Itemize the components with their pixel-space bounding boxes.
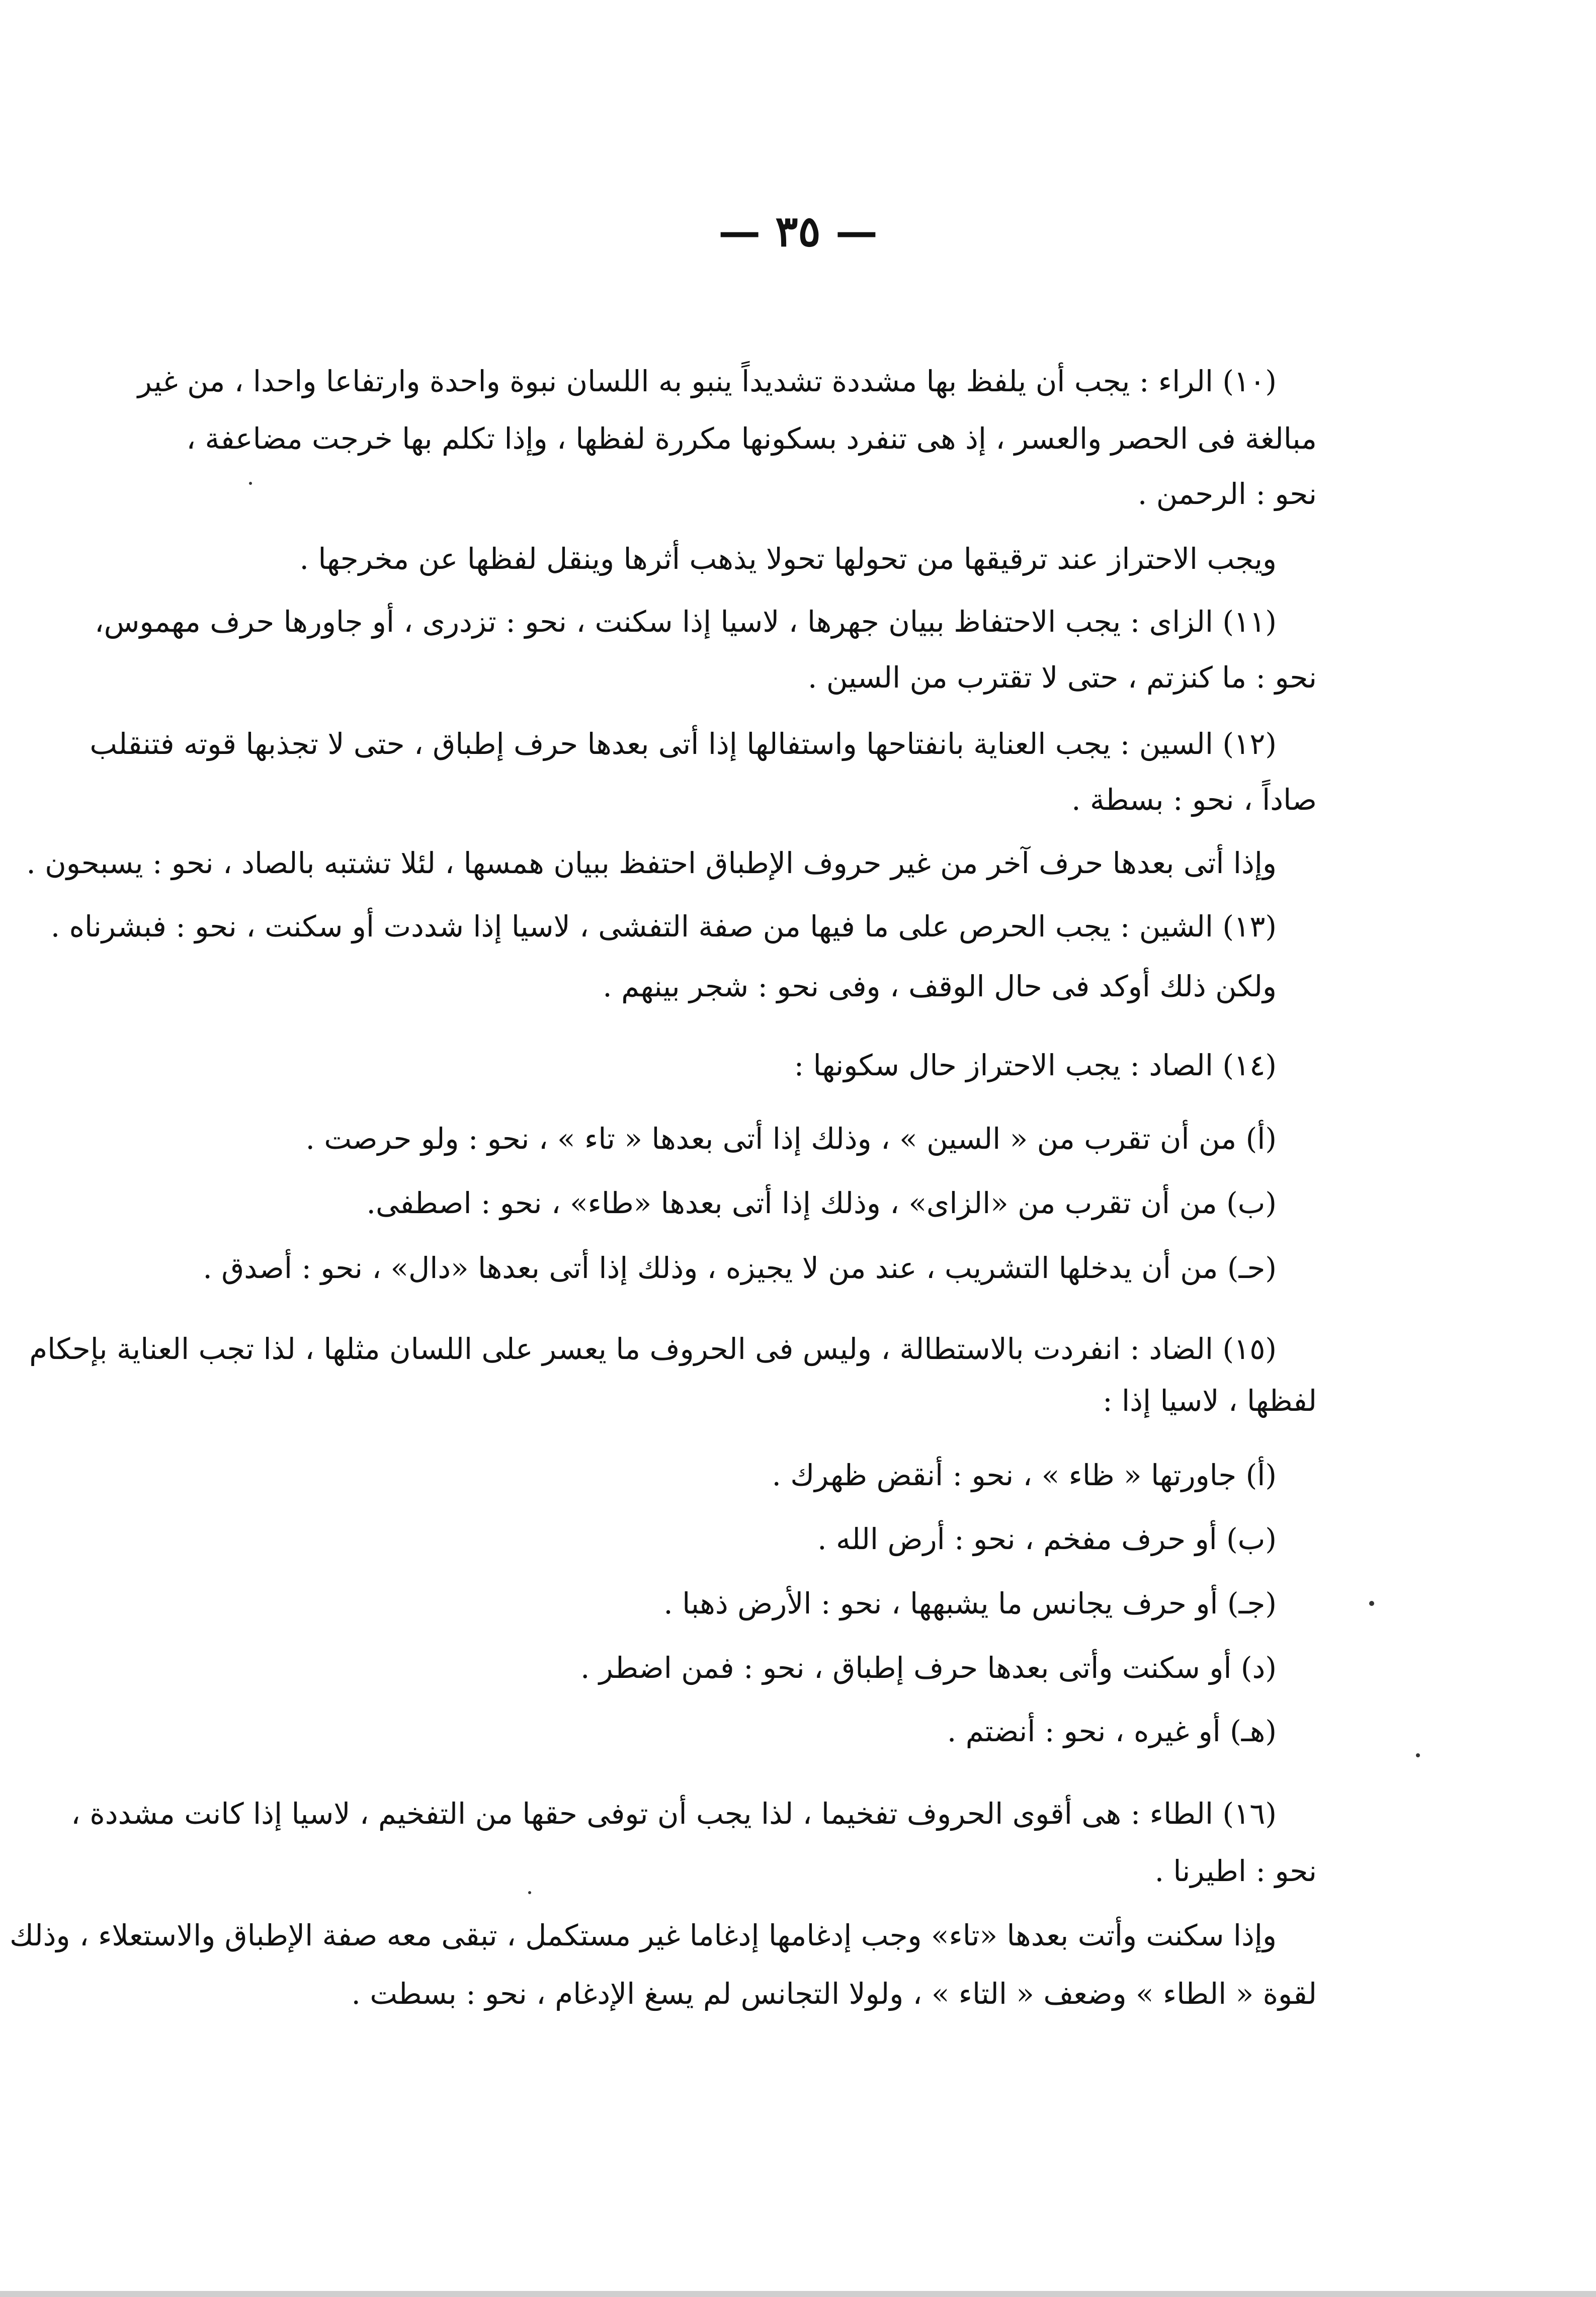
text-line: نحو : ما كنزتم ، حتى لا تقترب من السين . bbox=[808, 660, 1317, 695]
text-line: (د) أو سكنت وأتى بعدها حرف إطباق ، نحو : فمن اضطر . bbox=[580, 1651, 1277, 1685]
text-line: (١٢) السين : يجب العناية بانفتاحها واستفالها إذا أتى بعدها حرف إطباق ، حتى لا تجذبها قوته فتنقلب bbox=[90, 727, 1277, 761]
text-line: (أ) جاورتها « ظاء » ، نحو : أنقض ظهرك . bbox=[772, 1458, 1277, 1492]
text-line: (١٠) الراء : يجب أن يلفظ بها مشددة تشديداً ينبو به اللسان نبوة واحدة وارتفاعا واحدا ، من غير bbox=[137, 364, 1277, 398]
scan-speck bbox=[249, 482, 252, 485]
text-line: (١٤) الصاد : يجب الاحتراز حال سكونها : bbox=[794, 1048, 1277, 1082]
text-line: نحو : اطيرنا . bbox=[1154, 1854, 1317, 1888]
text-line: (ب) أو حرف مفخم ، نحو : أرض الله . bbox=[817, 1522, 1277, 1556]
text-line: وإذا أتى بعدها حرف آخر من غير حروف الإطباق احتفظ ببيان همسها ، لئلا تشتبه بالصاد ، نحو : يسبحون . bbox=[26, 846, 1277, 880]
text-line: صاداً ، نحو : بسطة . bbox=[1071, 783, 1317, 817]
page-number: — ٣٥ — bbox=[718, 206, 878, 256]
text-line: ولكن ذلك أوكد فى حال الوقف ، وفى نحو : شجر بينهم . bbox=[603, 969, 1277, 1003]
text-line: (١٦) الطاء : هى أقوى الحروف تفخيما ، لذا يجب أن توفى حقها من التفخيم ، لاسيا إذا كانت مشددة ، bbox=[71, 1797, 1277, 1831]
scan-speck bbox=[528, 1891, 531, 1894]
text-line: لفظها ، لاسيا إذا : bbox=[1103, 1384, 1317, 1418]
text-line: (ب) من أن تقرب من «الزاى» ، وذلك إذا أتى بعدها «طاء» ، نحو : اصطفى. bbox=[366, 1186, 1277, 1220]
text-line: ويجب الاحتراز عند ترقيقها من تحولها تحولا يذهب أثرها وينقل لفظها عن مخرجها . bbox=[299, 542, 1277, 576]
text-line: (أ) من أن تقرب من « السين » ، وذلك إذا أتى بعدها « تاء » ، نحو : ولو حرصت . bbox=[305, 1122, 1277, 1156]
text-line: لقوة « الطاء » وضعف « التاء » ، ولولا التجانس لم يسغ الإدغام ، نحو : بسطت . bbox=[351, 1977, 1317, 2011]
scan-speck bbox=[1369, 1601, 1374, 1606]
text-line: (حـ) من أن يدخلها التشريب ، عند من لا يجيزه ، وذلك إذا أتى بعدها «دال» ، نحو : أصدق . bbox=[203, 1251, 1277, 1285]
text-line: (١٣) الشين : يجب الحرص على ما فيها من صفة التفشى ، لاسيا إذا شددت أو سكنت ، نحو : فبشرناه . bbox=[50, 909, 1277, 944]
text-line: (هـ) أو غيره ، نحو : أنضتم . bbox=[947, 1714, 1277, 1748]
text-line: مبالغة فى الحصر والعسر ، إذ هى تنفرد بسكونها مكررة لفظها ، وإذا تكلم بها خرجت مضاعفة ، bbox=[186, 421, 1317, 456]
text-line: (جـ) أو حرف يجانس ما يشبهها ، نحو : الأرض ذهبا . bbox=[663, 1586, 1277, 1621]
text-line: وإذا سكنت وأتت بعدها «تاء» وجب إدغامها إدغاما غير مستكمل ، تبقى معه صفة الإطباق والاستعلاء ، وذلك bbox=[10, 1918, 1277, 1952]
text-line: نحو : الرحمن . bbox=[1137, 477, 1317, 511]
text-line: (١١) الزاى : يجب الاحتفاظ ببيان جهرها ، لاسيا إذا سكنت ، نحو : تزدرى ، أو جاورها حرف مهموس، bbox=[94, 605, 1277, 639]
text-line: (١٥) الضاد : انفردت بالاستطالة ، وليس فى الحروف ما يعسر على اللسان مثلها ، لذا تجب العناية بإحكام bbox=[29, 1332, 1277, 1366]
scan-speck bbox=[1416, 1753, 1420, 1757]
scan-bottom-edge bbox=[0, 2291, 1596, 2297]
